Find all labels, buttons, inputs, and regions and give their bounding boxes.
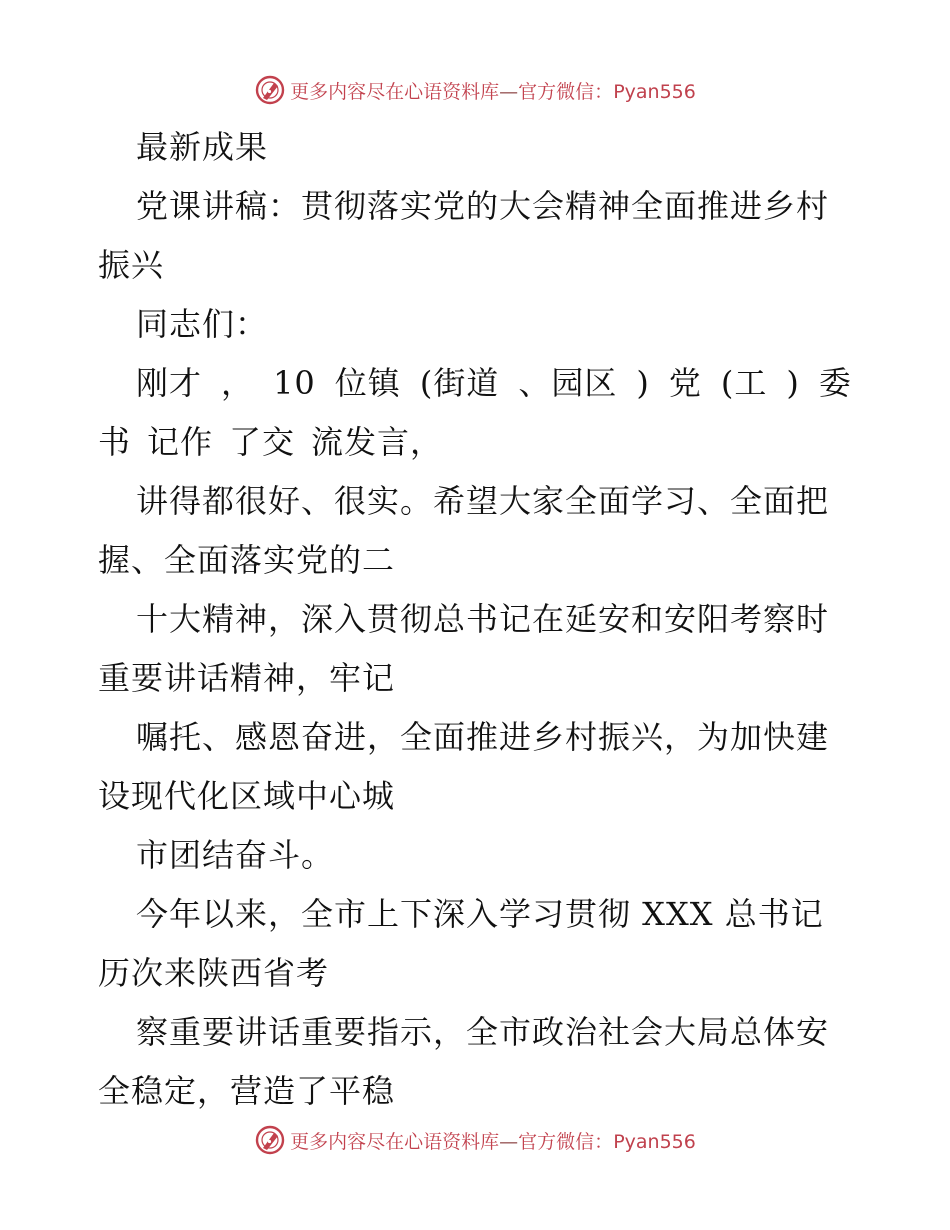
doc-paragraph-line: 市团结奋斗。 (136, 836, 335, 874)
doc-paragraph-line (98, 354, 858, 413)
doc-word: ) (786, 364, 800, 402)
doc-word: 刚才 (136, 364, 203, 402)
doc-word: (街道 (419, 364, 500, 402)
banner-separator: — (499, 1130, 519, 1153)
banner-wechat-id: Pyan556 (613, 80, 696, 103)
doc-word: 记作 (147, 423, 214, 461)
doc-word: 、园区 (518, 364, 618, 402)
doc-paragraph-line: 重要讲话精神，牢记 (98, 659, 396, 697)
doc-paragraph-line: 十大精神，深入贯彻总书记在延安和安阳考察时 (136, 600, 830, 638)
banner-official-label: 官方微信： (518, 1130, 614, 1153)
doc-paragraph-line: 嘱托、感恩奋进，全面推进乡村振兴，为加快建 (136, 718, 830, 756)
doc-paragraph-line: 全稳定，营造了平稳 (98, 1072, 396, 1110)
banner-wechat-id: Pyan556 (613, 1130, 696, 1153)
banner-text (290, 77, 696, 104)
doc-paragraph-line: 历次来陕西省考 (98, 954, 330, 992)
pen-nib-circle-icon (254, 1124, 286, 1156)
document-body (98, 118, 858, 1121)
doc-word: 10 (273, 364, 316, 402)
doc-paragraph-line: 察重要讲话重要指示，全市政治社会大局总体安 (136, 1013, 830, 1051)
doc-paragraph-line: 今年以来，全市上下深入学习贯彻 XXX 总书记 (136, 895, 824, 933)
doc-word: 书 (98, 423, 132, 461)
doc-word: ， (221, 364, 255, 402)
footer-banner (0, 1122, 950, 1158)
doc-word: 党 (668, 364, 702, 402)
doc-word: 流发言， (311, 423, 444, 461)
banner-main-text: 更多内容尽在心语资料库 (290, 1130, 500, 1153)
doc-word: ) (636, 364, 650, 402)
doc-paragraph-line: 设现代化区域中心城 (98, 777, 396, 815)
doc-title-line-2: 振兴 (98, 246, 165, 284)
banner-text (290, 1127, 696, 1154)
doc-salutation: 同志们： (136, 305, 269, 343)
doc-paragraph-line: 握、全面落实党的二 (98, 541, 396, 579)
doc-paragraph-line: 讲得都很好、很实。希望大家全面学习、全面把 (136, 482, 830, 520)
pen-nib-circle-icon (254, 74, 286, 106)
banner-main-text: 更多内容尽在心语资料库 (290, 80, 500, 103)
doc-word: 委 (818, 364, 852, 402)
doc-word: 位镇 (334, 364, 401, 402)
doc-title-line-1: 党课讲稿：贯彻落实党的大会精神全面推进乡村 (136, 187, 830, 225)
header-banner (0, 72, 950, 108)
banner-separator: — (499, 80, 519, 103)
doc-word: 了交 (229, 423, 296, 461)
doc-line-label: 最新成果 (136, 128, 269, 166)
banner-official-label: 官方微信： (518, 80, 614, 103)
doc-paragraph-line (98, 413, 858, 472)
doc-word: (工 (720, 364, 768, 402)
